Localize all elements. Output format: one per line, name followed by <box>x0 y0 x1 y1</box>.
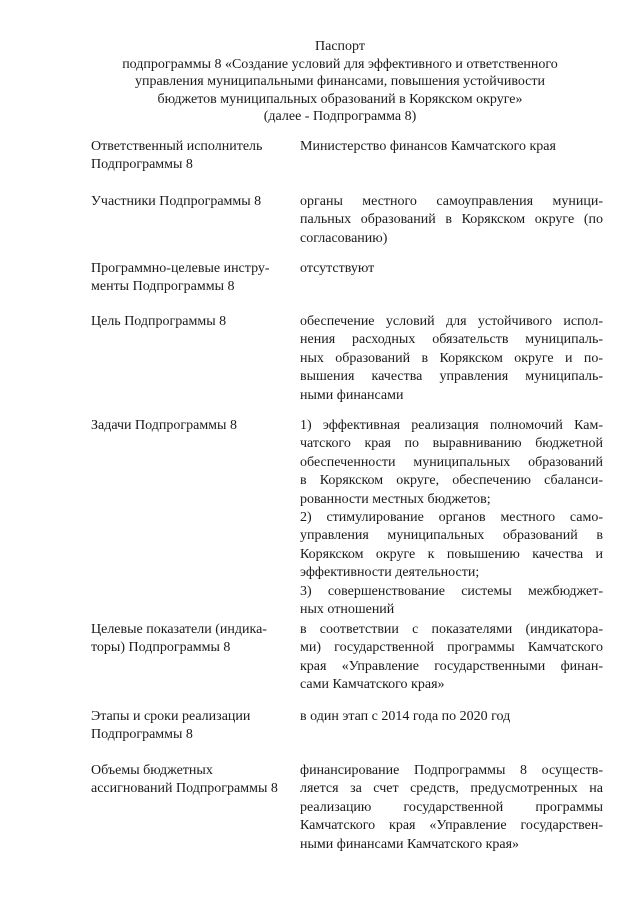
value-line: 1) эффективная реализация полномочий Кам- <box>300 418 603 433</box>
value-line: обеспечение условий для устойчивого испол- <box>300 314 603 329</box>
row-value <box>300 138 603 156</box>
row-label <box>91 260 296 295</box>
label-line: Задачи Подпрограммы 8 <box>91 418 237 433</box>
value-line: реализацию государственной программы <box>300 799 603 815</box>
value-line: сами Камчатского края» <box>300 677 445 693</box>
value-line: ляется за счет средств, предусмотренных на <box>300 781 603 797</box>
value-line: ных образований в Корякском округе и по- <box>300 350 603 366</box>
row-label <box>91 417 296 435</box>
label-line: ассигнований Подпрограммы 8 <box>91 780 278 796</box>
value-line: отсутствуют <box>300 261 375 276</box>
row-label <box>91 762 296 797</box>
label-line: Подпрограммы 8 <box>91 726 193 742</box>
row-value <box>300 260 603 278</box>
value-line: пальных образований в Корякском округе (по <box>300 212 603 228</box>
value-line: в один этап с 2014 года по 2020 год <box>300 709 511 724</box>
value-line: Министерство финансов Камчатского края <box>300 139 556 154</box>
header-line: подпрограммы 8 «Создание условий для эффективного и ответственного <box>122 56 558 72</box>
label-line: Этапы и сроки реализации <box>91 709 251 724</box>
row-value <box>300 313 603 405</box>
row-label <box>91 313 296 331</box>
row-label <box>91 193 296 211</box>
value-line: края «Управление государственными финан- <box>300 658 603 674</box>
header-line: управления муниципальными финансами, повышения устойчивости <box>134 74 546 89</box>
value-line: управления муниципальных образований в <box>300 528 603 544</box>
value-line: в соответствии с показателями (индикатора- <box>300 622 603 637</box>
label-line: менты Подпрограммы 8 <box>91 278 235 294</box>
value-line: финансирование Подпрограммы 8 осуществ- <box>300 763 603 778</box>
value-line: Камчатского края «Управление государствен- <box>300 818 603 834</box>
row-value <box>300 621 603 695</box>
row-value <box>300 708 603 726</box>
row-value <box>300 193 603 248</box>
passport-header <box>60 38 620 126</box>
value-line: эффективности деятельности; <box>300 565 480 581</box>
value-line: ными финансами Камчатского края» <box>300 836 520 852</box>
row-label <box>91 708 296 743</box>
row-label <box>91 138 296 173</box>
label-line: Ответственный исполнитель <box>91 139 263 154</box>
label-line: Участники Подпрограммы 8 <box>91 194 262 209</box>
label-line: Целевые показатели (индика- <box>91 622 267 637</box>
header-line: бюджетов муниципальных образований в Корякском округе» <box>157 91 523 107</box>
value-line: 2) стимулирование органов местного само- <box>300 510 603 526</box>
label-line: торы) Подпрограммы 8 <box>91 639 231 655</box>
value-line: Корякском округе к повышению качества и <box>300 546 603 562</box>
row-value <box>300 417 603 619</box>
label-line: Объемы бюджетных <box>91 763 213 778</box>
label-line: Цель Подпрограммы 8 <box>91 314 227 329</box>
label-line: Подпрограммы 8 <box>91 156 193 172</box>
label-line: Программно-целевые инстру- <box>91 261 270 276</box>
header-line: (далее - Подпрограмма 8) <box>263 109 417 124</box>
row-value <box>300 762 603 854</box>
value-line: обеспеченности муниципальных образований <box>300 454 603 470</box>
row-label <box>91 621 296 656</box>
value-line: нения расходных обязательств муниципаль- <box>300 332 603 348</box>
value-line: ными финансами <box>300 387 404 403</box>
value-line: ных отношений <box>300 602 395 618</box>
value-line: 3) совершенствование системы межбюджет- <box>300 583 603 599</box>
value-line: органы местного самоуправления муници- <box>300 194 603 209</box>
value-line: рованности местных бюджетов; <box>300 491 491 507</box>
header-title: Паспорт <box>315 39 365 54</box>
value-line: вышения качества управления муниципаль- <box>300 369 603 385</box>
value-line: в Корякском округе, обеспечению сбаланси- <box>300 473 603 489</box>
value-line: чатского края по выравниванию бюджетной <box>300 436 603 452</box>
value-line: ми) государственной программы Камчатского <box>300 640 603 656</box>
value-line: согласованию) <box>300 230 388 246</box>
